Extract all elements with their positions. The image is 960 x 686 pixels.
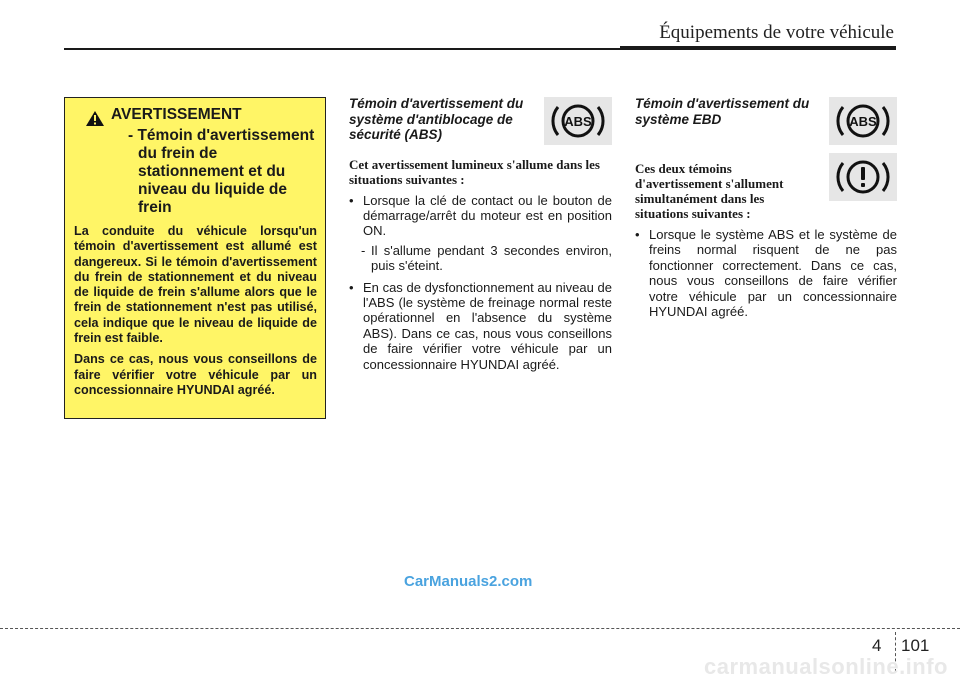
abs-icon-label: ABS [564,114,592,129]
brake-warning-icon [829,153,897,201]
warning-box [64,97,326,419]
ebd-intro: Ces deux témoins d'avertissement s'allument simultanément dans les situations suivantes : [635,161,784,221]
page-number: 101 [901,636,930,655]
warning-title: AVERTISSEMENT [111,106,242,123]
footer-rule [0,628,960,629]
abs-intro: Cet avertissement lumineux s'allume dans les situations suivantes : [349,156,600,187]
bottom-banner [0,654,960,679]
warning-paragraph-2: Dans ce cas, nous vous conseillons de faire vérifier votre véhicule par un concessionnaire HYUNDAI agréé. [74,352,317,397]
header-rule-accent [620,46,896,50]
dash-mark: - [361,242,366,258]
warning-header [74,106,317,127]
watermark[interactable]: CarManuals2.com [404,573,533,590]
abs-heading: Témoin d'avertissement du système d'antiblocage de sécurité (ABS) [349,96,524,142]
abs-bullet-1: • Lorsque la clé de contact ou le bouton de démarrage/arrêt du moteur est en position ON. [349,193,612,239]
ebd-heading: Témoin d'avertissement du système EBD [635,96,810,127]
chapter-number: 4 [872,636,882,655]
abs-bullet-2: • En cas de dysfonctionnement au niveau de l'ABS (le système de freinage normal reste opérationnel en l'absence du système ABS). Dans ce cas, nous vous conseillons de faire vérifier votre véhicule par un concessionnaire HYUNDAI agréé. [349,280,612,372]
abs-warning-light-icon-ebd [829,97,897,145]
header-title: Équipements de votre véhicule [659,22,894,43]
abs-icon-label-ebd: ABS [849,114,877,129]
warning-triangle-icon [85,110,105,127]
abs-warning-light-icon [544,97,612,145]
abs-subitem [349,243,612,274]
ebd-bullet-1: • Lorsque le système ABS et le système de freins normal risquent de ne pas fonctionner correctement. Dans ce cas, nous vous conseillons de faire vérifier votre véhicule par un concessionnaire HYUNDAI agréé. [635,227,897,319]
bottom-banner-text: carmanualsonline.info [704,654,948,679]
warning-subtitle: - Témoin d'avertissement du frein de stationnement et du niveau du liquide de frein [128,127,315,216]
abs-subitem-text: Il s'allume pendant 3 secondes environ, puis s'éteint. [371,242,612,274]
warning-paragraph-1: La conduite du véhicule lorsqu'un témoin d'avertissement est allumé est dangereux. Si le témoin d'avertissement du frein de stationnement et du niveau de liquide de frein s'allume alors que le frein de stationnement n'est pas utilisé, cela indique que le niveau de liquide de frein est faible. [74,224,317,346]
